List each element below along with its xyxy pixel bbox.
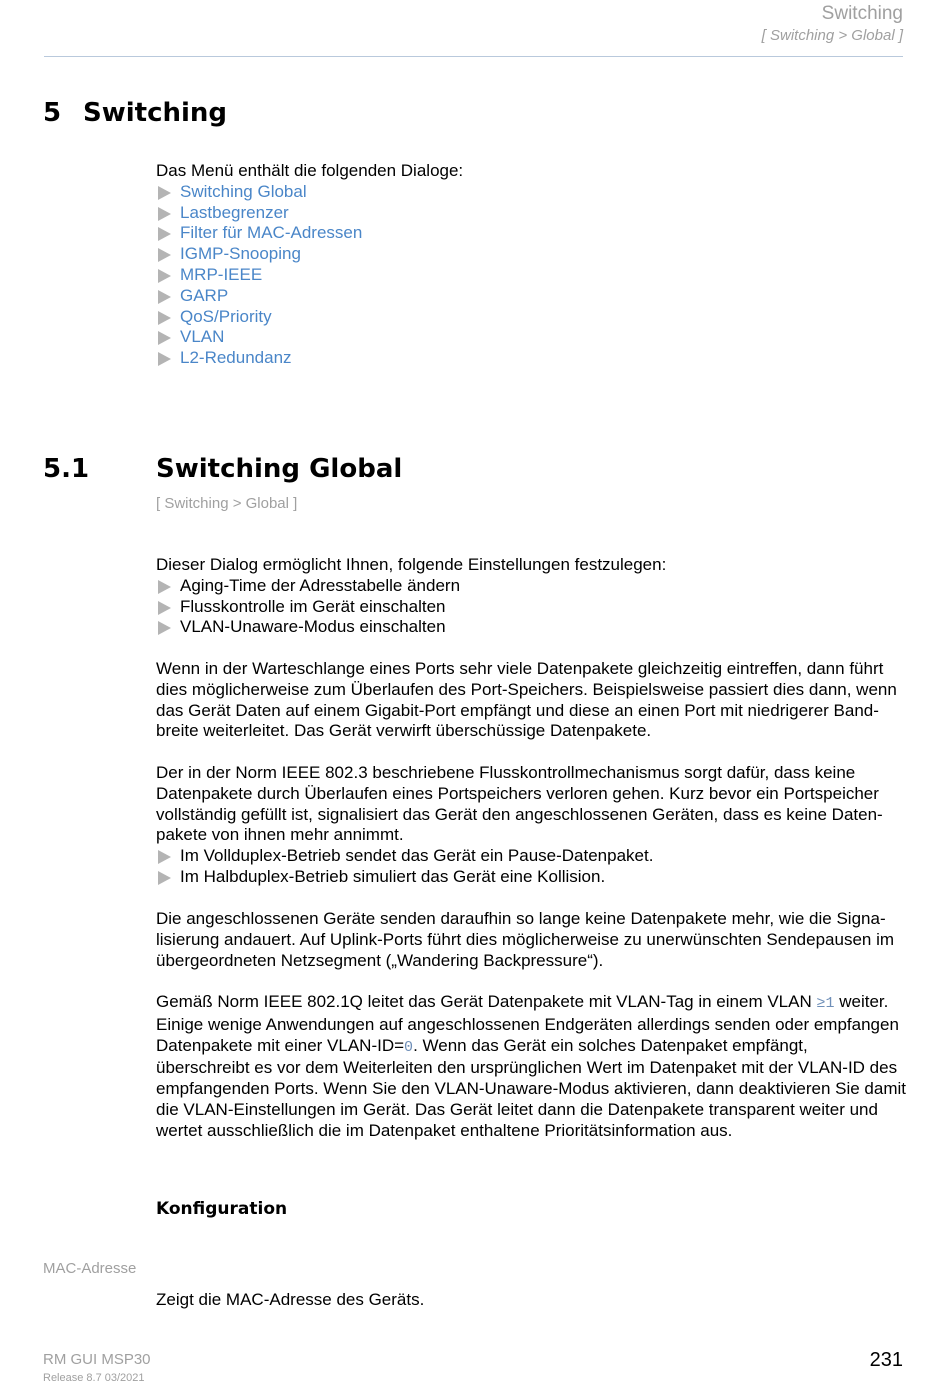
section-number: 5.1	[43, 454, 90, 484]
flow-control-block	[156, 763, 906, 888]
duplex-item: Im Halbduplex-Betrieb simuliert das Gerät eine Kollision.	[156, 867, 906, 888]
chapter-heading	[43, 98, 227, 128]
dialog-link-item	[156, 203, 906, 224]
configuration-heading: Konfiguration	[156, 1199, 288, 1219]
section-intro: Dieser Dialog ermöglicht Ihnen, folgende Einstellungen festzulegen:	[156, 555, 667, 574]
duplex-list	[156, 846, 906, 888]
vlan-text-part: Gemäß Norm IEEE 802.1Q leitet das Gerät Datenpakete mit VLAN-Tag in einem VLAN	[156, 992, 817, 1011]
vlan-id-zero-code: 0	[404, 1038, 414, 1056]
parameter-description: Zeigt die MAC-Adresse des Geräts.	[156, 1290, 425, 1309]
settings-item: Flusskontrolle im Gerät einschalten	[156, 597, 906, 618]
section-title: Switching Global	[156, 454, 403, 484]
link-mrp-ieee[interactable]: MRP-IEEE	[180, 264, 263, 284]
dialog-link-item	[156, 327, 906, 348]
settings-item: Aging-Time der Adresstabelle ändern	[156, 576, 906, 597]
vlan-unaware-paragraph	[156, 992, 906, 1142]
dialog-link-item	[156, 286, 906, 307]
footer-release: Release 8.7 03/2021	[43, 1372, 145, 1384]
vlan-id-min-code: ≥1	[816, 995, 835, 1012]
overflow-paragraph: Wenn in der Warteschlange eines Ports sehr viele Datenpakete gleichzeitig eintreffen, dann führt dies möglicherweise zum Überlaufen des Port-Speichers. Beispielsweise passiert dies dann, wenn das Gerät Daten auf einem Gigabit-Port empfängt und diese an einen Port mit niedrigerer Bandbreite weiterleitet. Das Gerät verwirft überschüssige Datenpakete.	[156, 659, 897, 741]
link-mac-filter[interactable]: Filter für MAC-Adressen	[180, 223, 363, 243]
parameter-label: MAC-Adresse	[43, 1260, 137, 1277]
link-vlan[interactable]: VLAN	[180, 327, 225, 347]
vlan-text-part: . Wenn das Gerät ein solches Datenpaket empfängt, überschreibt es vor dem Weiterleiten den ursprünglichen Wert im Datenpaket mit der VLAN-ID des empfangenden Ports. Wenn Sie den VLAN-Unaware-Modus aktivieren, dann deaktivieren Sie damit die VLAN-Einstellungen im Gerät. Das Gerät leitet dann die Datenpakete transparent weiter und wertet ausschließlich die im Datenpaket enthaltene Prioritätsinformation aus.	[156, 1035, 906, 1140]
page-number: 231	[869, 1349, 903, 1371]
chapter-intro: Das Menü enthält die folgenden Dialoge:	[156, 161, 464, 180]
backpressure-paragraph: Die angeschlossenen Geräte senden daraufhin so lange keine Datenpakete mehr, wie die Signalisierung andauert. Auf Uplink-Ports führt dies möglicherweise zu unerwünschten Sendepausen im übergeordneten Netzsegment („Wandering Backpressure“).	[156, 909, 895, 970]
header-divider	[44, 56, 903, 57]
section-heading	[43, 454, 402, 484]
dialog-link-item	[156, 307, 906, 328]
chapter-number: 5	[43, 98, 62, 128]
dialog-link-item	[156, 244, 906, 265]
dialog-link-item	[156, 265, 906, 286]
duplex-item: Im Vollduplex-Betrieb sendet das Gerät ein Pause-Datenpaket.	[156, 846, 906, 867]
section-intro-block	[156, 555, 906, 638]
link-garp[interactable]: GARP	[180, 285, 229, 305]
settings-list	[156, 576, 906, 638]
settings-item: VLAN-Unaware-Modus einschalten	[156, 617, 906, 638]
link-lastbegrenzer[interactable]: Lastbegrenzer	[180, 202, 289, 222]
link-l2-redundanz[interactable]: L2-Redundanz	[180, 348, 292, 368]
footer-document-name: RM GUI MSP30	[43, 1351, 151, 1368]
link-igmp-snooping[interactable]: IGMP-Snooping	[180, 244, 301, 264]
chapter-intro-block	[156, 161, 906, 369]
chapter-title: Switching	[83, 98, 228, 128]
running-header-title: Switching	[821, 3, 903, 24]
vlan-text-part: weiter. Einige wenige Anwendungen auf angeschlossenen Endgeräten allerdings senden oder empfangen Datenpakete mit einer VLAN-ID=	[156, 992, 899, 1055]
dialog-link-item	[156, 223, 906, 244]
flow-control-paragraph: Der in der Norm IEEE 802.3 beschriebene Flusskontrollmechanismus sorgt dafür, dass keine Datenpakete durch Überlaufen eines Portspeichers verloren gehen. Kurz bevor ein Portspeicher vollständig gefüllt ist, signalisiert das Gerät den angeschlossenen Geräten, dass es keine Datenpakete von ihnen mehr annimmt.	[156, 763, 883, 845]
section-breadcrumb: [ Switching > Global ]	[156, 495, 298, 512]
dialog-link-item	[156, 182, 906, 203]
link-switching-global[interactable]: Switching Global	[180, 181, 307, 201]
running-header-breadcrumb: [ Switching > Global ]	[761, 27, 903, 44]
dialog-link-list	[156, 182, 906, 369]
dialog-link-item	[156, 348, 906, 369]
link-qos-priority[interactable]: QoS/Priority	[180, 306, 272, 326]
